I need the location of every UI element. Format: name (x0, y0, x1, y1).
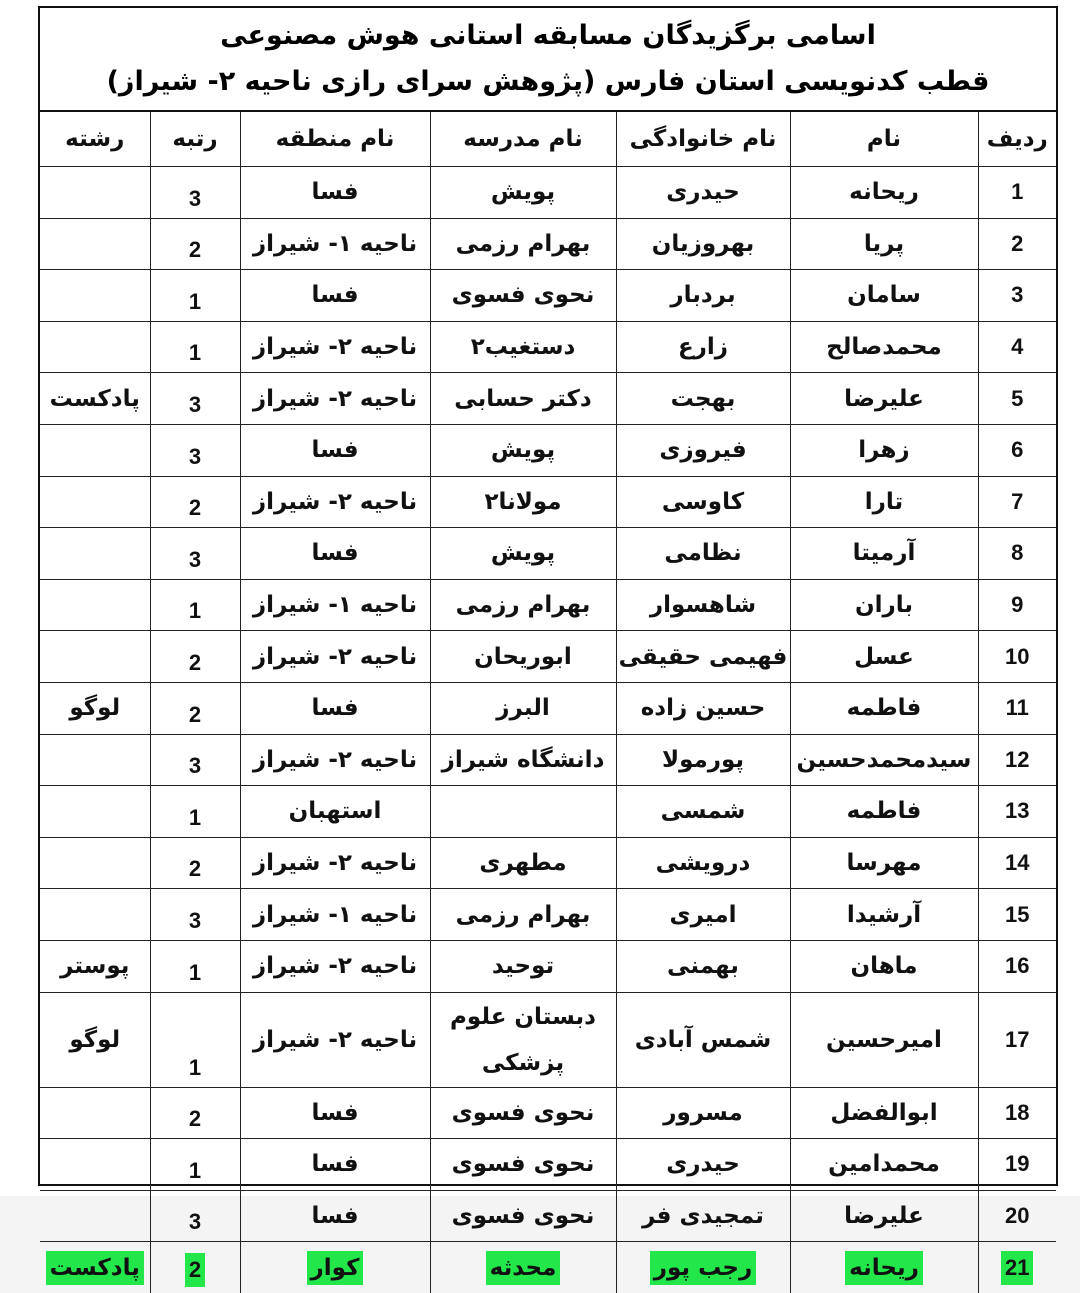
table-row (40, 1242, 1056, 1293)
cell-region: ناحیه ۲- شیراز (240, 734, 430, 786)
cell-row-number: 2 (978, 218, 1056, 270)
cell-school: دانشگاه شیراز (430, 734, 616, 786)
highlighted-value: 21 (1001, 1251, 1033, 1285)
highlighted-value: ریحانه (845, 1251, 923, 1285)
cell-first-name: علیرضا (790, 373, 978, 425)
table-row (40, 734, 1056, 786)
title-box (40, 8, 1056, 112)
table-row (40, 373, 1056, 425)
cell-field (40, 786, 150, 838)
cell-school (430, 786, 616, 838)
cell-last-name: زارع (616, 321, 790, 373)
cell-row-number: 19 (978, 1139, 1056, 1191)
cell-region: فسا (240, 1087, 430, 1139)
cell-last-name: درویشی (616, 837, 790, 889)
cell-region: ناحیه ۱- شیراز (240, 889, 430, 941)
cell-region: ناحیه ۲- شیراز (240, 373, 430, 425)
cell-row-number (978, 1242, 1056, 1293)
cell-region: فسا (240, 528, 430, 580)
cell-first-name: آرمیتا (790, 528, 978, 580)
cell-last-name: شاهسوار (616, 579, 790, 631)
cell-school: ابوریحان (430, 631, 616, 683)
cell-field (40, 631, 150, 683)
cell-last-name: بهروزیان (616, 218, 790, 270)
cell-first-name: سامان (790, 270, 978, 322)
cell-first-name: علیرضا (790, 1190, 978, 1242)
cell-field: پوستر (40, 940, 150, 992)
cell-region: ناحیه ۲- شیراز (240, 940, 430, 992)
cell-region: فسا (240, 682, 430, 734)
cell-region: فسا (240, 167, 430, 219)
header-first-name: نام (790, 112, 978, 167)
cell-region: استهبان (240, 786, 430, 838)
cell-region: ناحیه ۱- شیراز (240, 218, 430, 270)
cell-last-name: کاوسی (616, 476, 790, 528)
cell-school: بهرام رزمی (430, 889, 616, 941)
cell-rank: 3 (150, 889, 240, 941)
cell-rank (150, 1242, 240, 1293)
cell-school: نحوی فسوی (430, 1190, 616, 1242)
table-row (40, 940, 1056, 992)
cell-field: پادکست (40, 373, 150, 425)
cell-region: فسا (240, 1190, 430, 1242)
cell-row-number: 8 (978, 528, 1056, 580)
cell-field: لوگو (40, 682, 150, 734)
cell-last-name: امیری (616, 889, 790, 941)
cell-row-number: 18 (978, 1087, 1056, 1139)
cell-region: ناحیه ۲- شیراز (240, 992, 430, 1087)
table-row (40, 992, 1056, 1087)
cell-rank: 1 (150, 786, 240, 838)
cell-first-name: عسل (790, 631, 978, 683)
cell-school: بهرام رزمی (430, 579, 616, 631)
cell-rank: 1 (150, 1139, 240, 1191)
cell-field (40, 424, 150, 476)
table-row (40, 631, 1056, 683)
cell-school: مولانا۲ (430, 476, 616, 528)
cell-rank: 1 (150, 579, 240, 631)
cell-last-name: تمجیدی فر (616, 1190, 790, 1242)
cell-row-number: 13 (978, 786, 1056, 838)
header-rank: رتبه (150, 112, 240, 167)
cell-region (240, 1242, 430, 1293)
cell-last-name: فیروزی (616, 424, 790, 476)
cell-rank: 1 (150, 321, 240, 373)
table-row (40, 270, 1056, 322)
table-row (40, 424, 1056, 476)
cell-first-name: ابوالفضل (790, 1087, 978, 1139)
cell-last-name: حسین زاده (616, 682, 790, 734)
title-line-2: قطب کدنویسی استان فارس (پژوهش سرای رازی ناحیه ۲- شیراز) (106, 66, 990, 97)
highlighted-value: پادکست (46, 1251, 144, 1285)
cell-field (40, 321, 150, 373)
cell-region: فسا (240, 270, 430, 322)
cell-first-name: سیدمحمدحسین (790, 734, 978, 786)
cell-rank: 2 (150, 1087, 240, 1139)
cell-rank: 3 (150, 528, 240, 580)
table-row (40, 1139, 1056, 1191)
cell-field (40, 889, 150, 941)
cell-rank: 2 (150, 218, 240, 270)
cell-row-number: 16 (978, 940, 1056, 992)
winners-table (40, 112, 1056, 1293)
cell-last-name: بهجت (616, 373, 790, 425)
cell-school: دستغیب۲ (430, 321, 616, 373)
cell-first-name: تارا (790, 476, 978, 528)
cell-first-name: محمدامین (790, 1139, 978, 1191)
cell-row-number: 20 (978, 1190, 1056, 1242)
cell-field (40, 837, 150, 889)
cell-first-name: آرشیدا (790, 889, 978, 941)
cell-last-name (616, 1242, 790, 1293)
cell-first-name: ماهان (790, 940, 978, 992)
header-row (40, 112, 1056, 167)
cell-row-number: 5 (978, 373, 1056, 425)
cell-rank: 3 (150, 424, 240, 476)
cell-field (40, 1139, 150, 1191)
cell-region: ناحیه ۲- شیراز (240, 837, 430, 889)
cell-field (40, 579, 150, 631)
cell-school: توحید (430, 940, 616, 992)
cell-row-number: 4 (978, 321, 1056, 373)
cell-field (40, 167, 150, 219)
cell-region: فسا (240, 1139, 430, 1191)
cell-last-name: پورمولا (616, 734, 790, 786)
cell-first-name: زهرا (790, 424, 978, 476)
cell-first-name: باران (790, 579, 978, 631)
cell-rank: 2 (150, 476, 240, 528)
cell-rank: 3 (150, 373, 240, 425)
cell-first-name: امیرحسین (790, 992, 978, 1087)
cell-rank: 3 (150, 167, 240, 219)
cell-row-number: 9 (978, 579, 1056, 631)
cell-last-name: شمسی (616, 786, 790, 838)
cell-school: نحوی فسوی (430, 1139, 616, 1191)
cell-field (40, 218, 150, 270)
table-row (40, 837, 1056, 889)
cell-school: دکتر حسابی (430, 373, 616, 425)
cell-school: پویش (430, 528, 616, 580)
cell-field (40, 1242, 150, 1293)
table-row (40, 889, 1056, 941)
cell-school: مطهری (430, 837, 616, 889)
cell-row-number: 12 (978, 734, 1056, 786)
table-row (40, 1190, 1056, 1242)
cell-field (40, 1190, 150, 1242)
cell-row-number: 15 (978, 889, 1056, 941)
cell-last-name: شمس آبادی (616, 992, 790, 1087)
cell-rank: 1 (150, 940, 240, 992)
results-frame (38, 6, 1058, 1282)
table-row (40, 321, 1056, 373)
cell-rank: 1 (150, 270, 240, 322)
table-row (40, 167, 1056, 219)
cell-last-name: فهیمی حقیقی (616, 631, 790, 683)
table-row (40, 528, 1056, 580)
cell-row-number: 11 (978, 682, 1056, 734)
table-row (40, 579, 1056, 631)
cell-school: بهرام رزمی (430, 218, 616, 270)
cell-region: ناحیه ۲- شیراز (240, 321, 430, 373)
cell-school: دبستان علوم پزشکی (430, 992, 616, 1087)
cell-rank: 2 (150, 631, 240, 683)
cell-region: ناحیه ۲- شیراز (240, 476, 430, 528)
cell-rank: 3 (150, 1190, 240, 1242)
highlighted-value: کوار (307, 1251, 364, 1285)
table-row (40, 218, 1056, 270)
cell-row-number: 3 (978, 270, 1056, 322)
cell-first-name: فاطمه (790, 682, 978, 734)
table-row (40, 682, 1056, 734)
cell-region: فسا (240, 424, 430, 476)
cell-region: ناحیه ۲- شیراز (240, 631, 430, 683)
cell-row-number: 14 (978, 837, 1056, 889)
cell-row-number: 17 (978, 992, 1056, 1087)
cell-school (430, 1242, 616, 1293)
cell-field (40, 734, 150, 786)
cell-first-name: محمدصالح (790, 321, 978, 373)
highlighted-value: محدثه (486, 1251, 561, 1285)
cell-row-number: 6 (978, 424, 1056, 476)
cell-school: پویش (430, 424, 616, 476)
table-row (40, 476, 1056, 528)
cell-rank: 3 (150, 734, 240, 786)
cell-school: نحوی فسوی (430, 270, 616, 322)
cell-last-name: نظامی (616, 528, 790, 580)
cell-last-name: بردبار (616, 270, 790, 322)
title-line-1: اسامی برگزیدگان مسابقه استانی هوش مصنوعی (220, 20, 876, 51)
header-school: نام مدرسه (430, 112, 616, 167)
highlighted-value: 2 (185, 1253, 205, 1287)
header-last-name: نام خانوادگی (616, 112, 790, 167)
cell-field (40, 476, 150, 528)
cell-row-number: 1 (978, 167, 1056, 219)
cell-field (40, 528, 150, 580)
table-body (40, 167, 1056, 1293)
cell-field (40, 270, 150, 322)
cell-rank: 2 (150, 837, 240, 889)
cell-field: لوگو (40, 992, 150, 1087)
cell-last-name: حیدری (616, 167, 790, 219)
cell-last-name: مسرور (616, 1087, 790, 1139)
table-row (40, 786, 1056, 838)
cell-first-name: فاطمه (790, 786, 978, 838)
header-field: رشته (40, 112, 150, 167)
cell-school: البرز (430, 682, 616, 734)
cell-row-number: 10 (978, 631, 1056, 683)
header-row-number: ردیف (978, 112, 1056, 167)
cell-first-name (790, 1242, 978, 1293)
cell-school: نحوی فسوی (430, 1087, 616, 1139)
cell-last-name: بهمنی (616, 940, 790, 992)
cell-first-name: مهرسا (790, 837, 978, 889)
cell-first-name: پریا (790, 218, 978, 270)
cell-rank: 2 (150, 682, 240, 734)
highlighted-value: رجب پور (650, 1251, 756, 1285)
cell-rank: 1 (150, 992, 240, 1087)
cell-row-number: 7 (978, 476, 1056, 528)
cell-school: پویش (430, 167, 616, 219)
cell-first-name: ریحانه (790, 167, 978, 219)
cell-last-name: حیدری (616, 1139, 790, 1191)
table-row (40, 1087, 1056, 1139)
cell-field (40, 1087, 150, 1139)
header-region: نام منطقه (240, 112, 430, 167)
cell-region: ناحیه ۱- شیراز (240, 579, 430, 631)
